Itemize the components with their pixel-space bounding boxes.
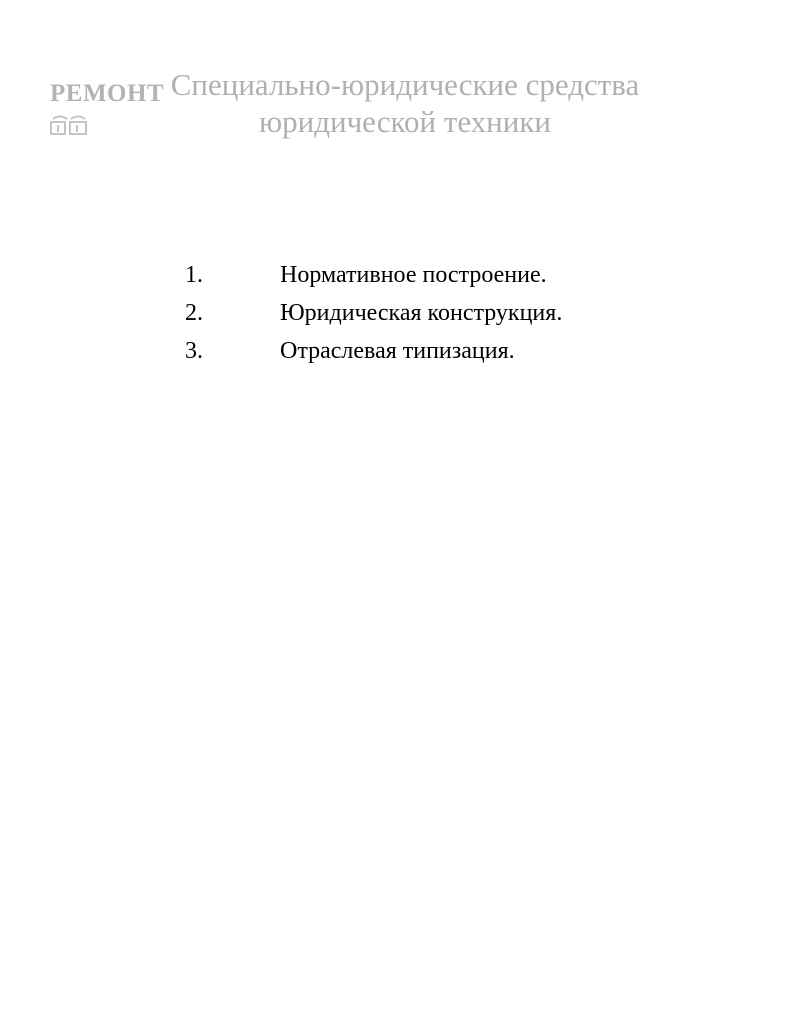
list-item [185,262,562,300]
list-item-number: 3. [185,338,203,364]
slide-title-line-1: Специально-юридические средства [170,67,640,102]
watermark-text: РЕМОНТ [50,80,165,107]
slide-title [60,66,750,140]
list-item-text: Отраслевая типизация. [280,338,515,364]
topic-list [185,262,562,376]
list-item-text: Юридическая конструкция. [280,300,563,326]
list-item-number: 2. [185,300,203,326]
list-item [185,300,562,338]
list-item-text: Нормативное построение. [280,262,547,288]
list-item-number: 1. [185,262,203,288]
slide-title-line-2: юридической техники [258,104,552,139]
list-item [185,338,562,376]
